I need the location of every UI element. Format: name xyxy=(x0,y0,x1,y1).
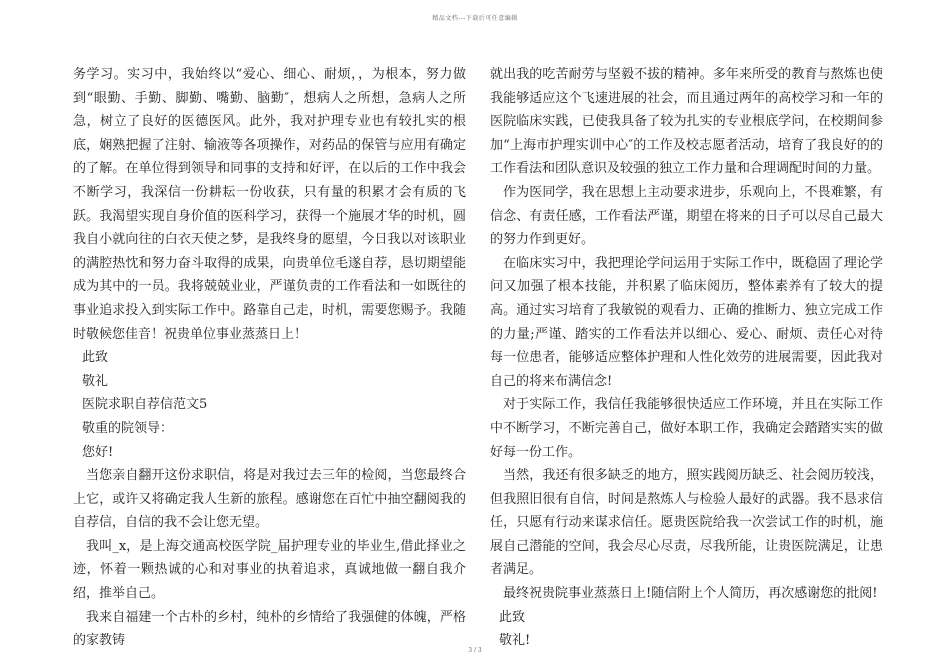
page-header: 精品文档---下载后可任意编辑 xyxy=(432,15,518,22)
paragraph: 当您亲自翻开这份求职信，将是对我过去三年的检阅，当您最终合上它，或许又将确定我人生新的旅程。感谢您在百忙中抽空翻阅我的自荐信，自信的我不会让您无望。 xyxy=(73,468,466,531)
left-column xyxy=(73,63,466,653)
paragraph: 您好! xyxy=(82,444,114,460)
paragraph: 医院求职自荐信范文5 xyxy=(82,397,208,413)
right-column xyxy=(490,63,883,653)
paragraph: 当然，我还有很多缺乏的地方，照实践阅历缺乏、社会阅历较浅，但我照旧很有自信，时间是熬炼人与检验人最好的武器。我不恳求信任，只愿有行动来谋求信任。愿贵医院给我一次尝试工作的时机，施展自己潜能的空间，我会尽心尽责，尽我所能，让贵医院满足，让患者满足。 xyxy=(490,468,883,578)
paragraph: 最终祝贵院事业蒸蒸日上!随信附上个人简历，再次感谢您的批阅! xyxy=(503,586,878,602)
paragraph: 我叫_x，是上海交通高校医学院_届护理专业的毕业生,借此择业之迹，怀着一颗热诚的心和对事业的执着追求，真诚地做一翻自我介绍，推举自己。 xyxy=(73,538,466,602)
paragraph: 我来自福建一个古朴的乡村，纯朴的乡情给了我强健的体魄，严格的家教铸 xyxy=(73,609,466,649)
paragraph: 对于实际工作，我信任我能够很快适应工作环境，并且在实际工作中不断学习，不断完善自己，做好本职工作，我确定会踏踏实实的做好每一份工作。 xyxy=(490,397,883,460)
paragraph: 敬礼! xyxy=(499,633,531,649)
paragraph: 务学习。实习中，我始终以“爱心、细心、耐烦，，为根本，努力做到“眼勤、手勤、脚勤、嘴勤、脑勤″，想病人之所想，急病人之所急，树立了良好的医德医风。此外，我对护理专业也有较扎实的根底，娴熟把握了注射、输液等各项操作，对药品的保管与应用有确定的了解。在单位得到领导和同事的支持和好评，在以后的工作中我会不断学习，我深信一份耕耘一份收获，只有量的积累才会有质的飞跃。我渴望实现自身价值的医科学习，获得一个施展才华的时机，圆我自小就向往的白衣天使之梦，是我终身的愿望，今日我以对该职业的满腔热忱和努力奋斗取得的成果，向贵单位毛遂自荐，恳切期望能成为其中的一员。我将兢兢业业，严谨负责的工作看法和一如既往的事业追求投入到实际工作中。路靠自己走，时机，需要您赐予。我随时敬候您佳音！祝贵单位事业蒸蒸日上！ xyxy=(73,67,466,342)
paragraph: 此致 xyxy=(499,609,526,625)
paragraph: 在临床实习中，我把理论学问运用于实际工作中，既稳固了理论学问又加强了根本技能，并积累了临床阅历，整体素养有了较大的提高。通过实习培育了我敏锐的观看力、正确的推断力、独立完成工作的力量;严谨、踏实的工作看法并以细心、爱心、耐烦、责任心对待每一位患者，能够适应整体护理和人性化效劳的进展需要，因此我对自己的将来布满信念! xyxy=(490,255,883,389)
paragraph: 敬重的院领导： xyxy=(82,420,174,436)
paragraph: 就出我的吃苦耐劳与坚毅不拔的精神。多年来所受的教育与熬炼也使我能够适应这个飞速进展的社会，而且通过两年的高校学习和一年的医院临床实践，已使我具备了较为扎实的专业根底学问，在校期间参加“上海市护理实训中心″的工作及校志愿者活动，培育了我良好的的工作看法和团队意识及较强的独立工作力量和合理调配时间的力量。 xyxy=(490,67,883,177)
paragraph: 作为医同学，我在思想上主动要求进步，乐观向上，不畏难繁，有信念、有责任感，工作看法严谨，期望在将来的日子可以尽自己最大的努力作到更好。 xyxy=(490,184,883,248)
paragraph: 此致 xyxy=(82,350,109,366)
page-number: 3 / 3 xyxy=(468,647,482,654)
paragraph: 敬礼 xyxy=(82,373,109,389)
